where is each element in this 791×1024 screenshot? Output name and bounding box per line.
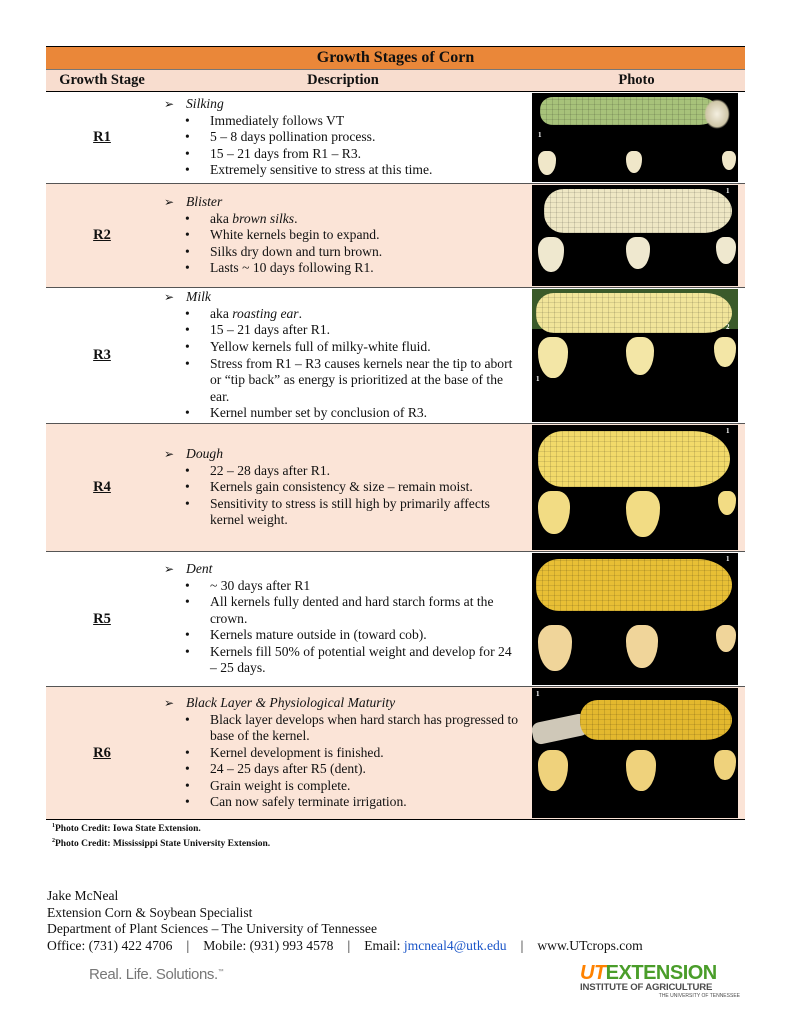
email-link[interactable]: jmcneal4@utk.edu	[403, 937, 507, 953]
stage-row-r4	[46, 424, 745, 552]
stage-description	[158, 288, 528, 424]
photo-credit-mark: 1	[536, 690, 540, 698]
website-link[interactable]: www.UTcrops.com	[537, 937, 643, 953]
kernel-image	[538, 491, 570, 534]
kernel-image	[538, 151, 556, 175]
stage-subtitle: Black Layer & Physiological Maturity	[186, 694, 396, 710]
credit-line: $^1$Photo Credit: Iowa State Extension.	[52, 823, 201, 835]
office-phone: Office: (731) 422 4706	[47, 937, 173, 953]
description-bullet: • 15 – 21 days after R1.	[185, 322, 520, 339]
stage-photo-cell	[528, 552, 745, 687]
stage-row-r6	[46, 687, 745, 820]
growth-stages-sheet	[46, 46, 745, 820]
stage-row-r3	[46, 288, 745, 424]
description-bullet: • Black layer develops when hard starch has progressed to base of the kernel.	[185, 712, 520, 745]
stage-subtitle: Milk	[186, 289, 211, 305]
credit-line: $^2$Photo Credit: Mississippi State University Extension.	[52, 837, 271, 849]
arrow-bullet-icon: ➢	[164, 195, 175, 210]
arrow-bullet-icon: ➢	[164, 695, 175, 710]
description-bullet: • Grain weight is complete.	[185, 778, 520, 795]
contact-line: Office: (731) 422 4706 | Mobile: (931) 993 4578 | Email: jmcneal4@utk.edu | www.UTcrops.com	[47, 937, 643, 953]
kernel-image	[714, 750, 736, 780]
table-title: Growth Stages of Corn	[46, 47, 745, 70]
kernel-image	[538, 237, 564, 272]
description-bullet: • Kernels mature outside in (toward cob).	[185, 627, 520, 644]
footer-tagline: Real. Life. Solutions.™	[89, 966, 224, 983]
kernel-image	[716, 237, 736, 264]
photo-credit-mark: 1	[726, 555, 730, 563]
corn-ear-image	[538, 431, 730, 487]
contact-title: Extension Corn & Soybean Specialist	[47, 904, 253, 920]
photo-credit-mark: 1	[726, 427, 730, 435]
description-bullet: • Kernel number set by conclusion of R3.	[185, 405, 520, 422]
stage-row-r1	[46, 92, 745, 184]
header-photo: Photo	[528, 70, 745, 92]
contact-name: Jake McNeal	[47, 888, 119, 903]
description-bullet: • Kernels gain consistency & size – remain moist.	[185, 479, 520, 496]
header-description: Description	[158, 70, 528, 92]
corn-ear-image	[536, 559, 732, 611]
description-bullet: • aka brown silks.	[185, 211, 520, 228]
stage-photo-cell	[528, 184, 745, 288]
corn-ear-image	[544, 189, 732, 233]
stage-label: R2	[46, 184, 158, 288]
description-bullet: • 15 – 21 days from R1 – R3.	[185, 146, 520, 163]
kernel-image	[626, 625, 658, 668]
description-bullet: • 5 – 8 days pollination process.	[185, 129, 520, 146]
arrow-bullet-icon: ➢	[164, 290, 175, 305]
kernel-image	[718, 491, 736, 515]
corn-ear-photo	[532, 553, 738, 685]
photo-credit-mark: 2	[726, 323, 730, 331]
kernel-image	[626, 337, 654, 375]
kernel-image	[714, 337, 736, 367]
arrow-bullet-icon: ➢	[164, 97, 175, 112]
kernel-image	[626, 237, 650, 269]
description-bullet: • ~ 30 days after R1	[185, 578, 520, 595]
kernel-image	[538, 625, 572, 671]
description-bullet: • Kernels fill 50% of potential weight and develop for 24 – 25 days.	[185, 644, 520, 677]
stage-label: R5	[46, 552, 158, 687]
photo-credit-mark: 1	[536, 375, 540, 383]
stage-label: R3	[46, 288, 158, 424]
description-bullet: • Yellow kernels full of milky-white fluid.	[185, 339, 520, 356]
description-bullet: • 22 – 28 days after R1.	[185, 463, 520, 480]
kernel-image	[626, 151, 642, 173]
kernel-image	[626, 750, 656, 791]
growth-stages-table	[46, 46, 745, 820]
photo-credit-mark: 1	[726, 187, 730, 195]
kernel-image	[626, 491, 660, 537]
header-growth-stage: Growth Stage	[46, 70, 158, 92]
stage-description	[158, 184, 528, 288]
corn-ear-photo	[532, 185, 738, 286]
arrow-bullet-icon: ➢	[164, 447, 175, 462]
description-bullet: • All kernels fully dented and hard starch forms at the crown.	[185, 594, 520, 627]
stage-description	[158, 424, 528, 552]
stage-row-r5	[46, 552, 745, 687]
kernel-image	[716, 625, 736, 652]
stage-label: R6	[46, 687, 158, 820]
contact-department: Department of Plant Sciences – The University of Tennessee	[47, 921, 377, 936]
corn-ear-image	[536, 293, 732, 333]
kernel-image	[538, 750, 568, 791]
description-bullet: • 24 – 25 days after R5 (dent).	[185, 761, 520, 778]
stage-label: R1	[46, 92, 158, 184]
arrow-bullet-icon: ➢	[164, 561, 175, 576]
corn-ear-photo	[532, 93, 738, 182]
ut-extension-logo: UTEXTENSION INSTITUTE OF AGRICULTURE THE UNIVERSITY OF TENNESSEE	[580, 962, 740, 999]
description-bullet: • Lasts ~ 10 days following R1.	[185, 260, 520, 277]
description-bullet: • White kernels begin to expand.	[185, 227, 520, 244]
description-bullet: • Can now safely terminate irrigation.	[185, 794, 520, 811]
mobile-phone: Mobile: (931) 993 4578	[203, 937, 334, 953]
stage-photo-cell	[528, 424, 745, 552]
corn-ear-photo	[532, 425, 738, 550]
description-bullet: • Silks dry down and turn brown.	[185, 244, 520, 261]
stage-description	[158, 552, 528, 687]
stage-subtitle: Dent	[186, 560, 213, 576]
description-bullet: • Stress from R1 – R3 causes kernels near the tip to abort or “tip back” as energy is prioritized at the base of the ear.	[185, 356, 520, 406]
photo-credit-mark: 1	[538, 131, 542, 139]
email-label: Email:	[364, 937, 404, 953]
stage-rows	[46, 92, 745, 820]
stage-description	[158, 687, 528, 820]
stage-label: R4	[46, 424, 158, 552]
stage-photo-cell	[528, 92, 745, 184]
description-bullet: • Sensitivity to stress is still high by primarily affects kernel weight.	[185, 496, 520, 529]
corn-ear-photo	[532, 289, 738, 422]
description-bullet: • Kernel development is finished.	[185, 745, 520, 762]
stage-subtitle: Silking	[186, 96, 224, 112]
corn-ear-image	[580, 700, 732, 740]
corn-ear-photo	[532, 688, 738, 818]
stage-row-r2	[46, 184, 745, 288]
corn-ear-image	[540, 97, 718, 125]
stage-subtitle: Blister	[186, 194, 223, 210]
photo-credits	[52, 821, 270, 850]
description-bullet: • Immediately follows VT	[185, 113, 520, 130]
stage-subtitle: Dough	[186, 446, 224, 462]
description-bullet: • Extremely sensitive to stress at this time.	[185, 162, 520, 179]
kernel-image	[722, 151, 736, 170]
description-bullet: • aka roasting ear.	[185, 306, 520, 323]
stage-photo-cell	[528, 687, 745, 820]
kernel-image	[538, 337, 568, 378]
stage-description	[158, 92, 528, 184]
stage-photo-cell	[528, 288, 745, 424]
contact-block	[47, 888, 643, 954]
